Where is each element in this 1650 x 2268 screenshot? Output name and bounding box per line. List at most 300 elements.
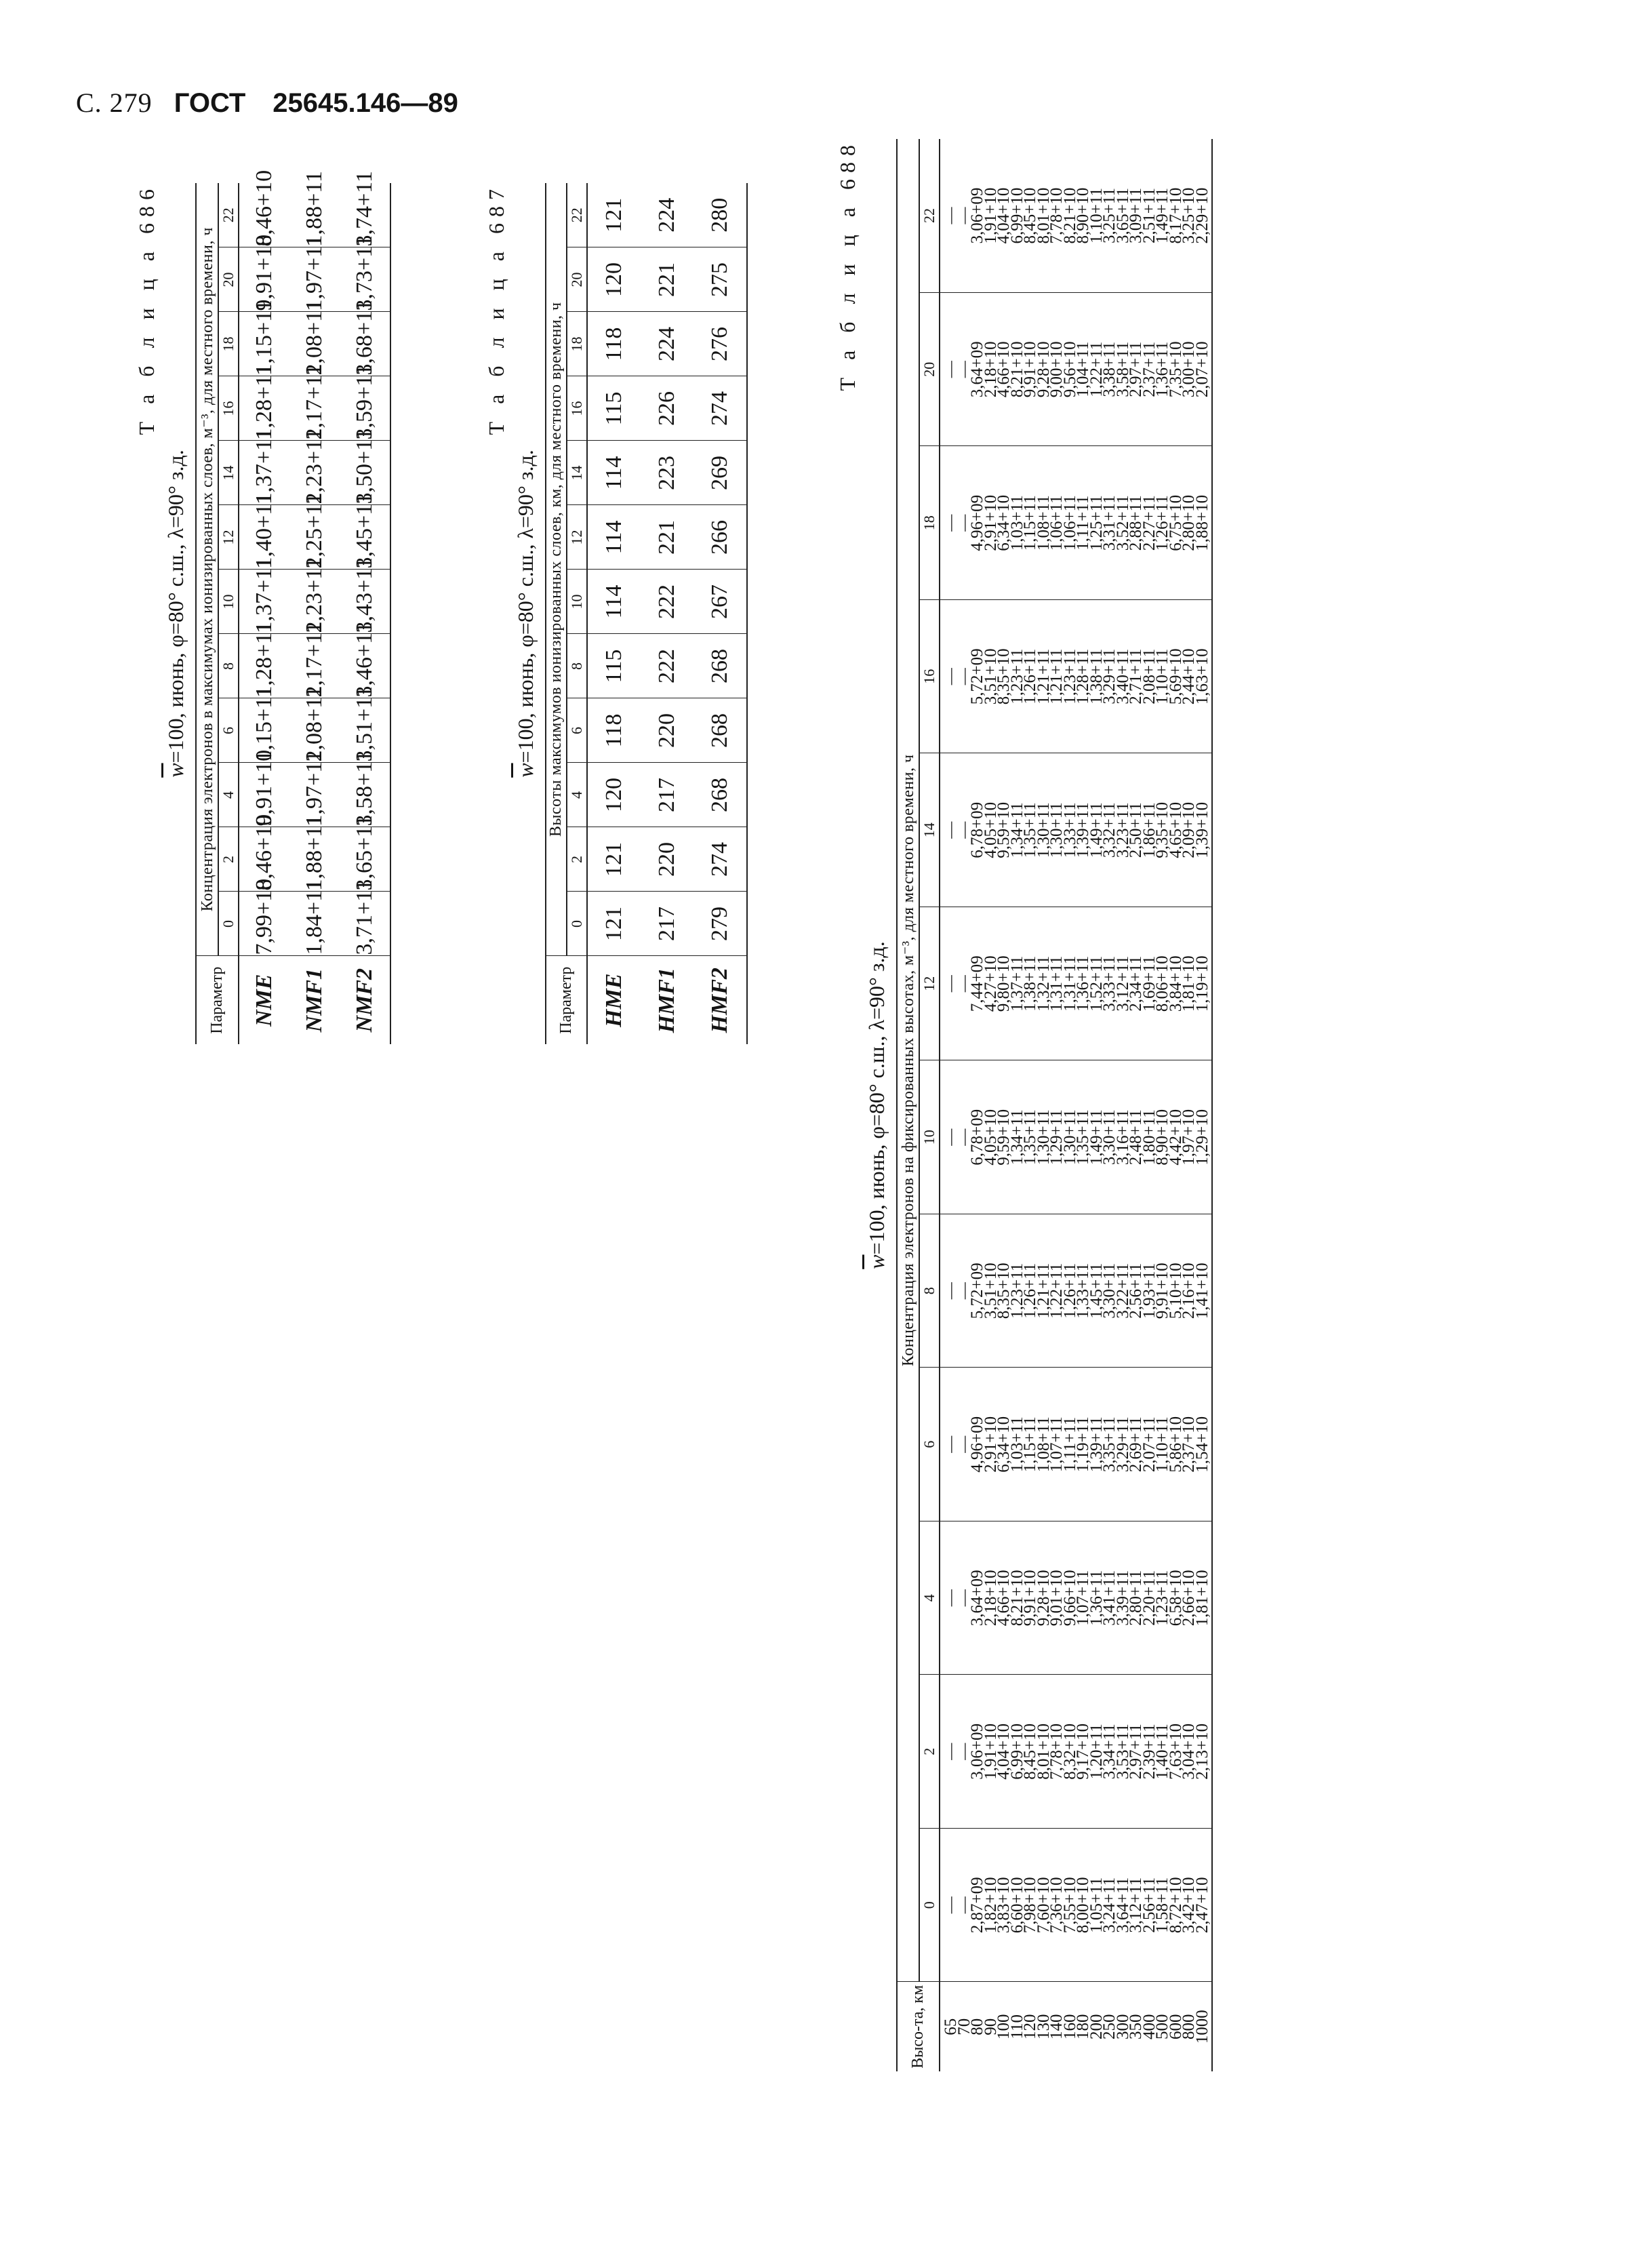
concentration-value: 9,80+10 <box>994 955 1013 1012</box>
concentration-value: — <box>954 514 973 532</box>
value-cell: 2,23+11 <box>289 570 340 634</box>
concentration-value: — <box>942 1435 960 1453</box>
concentration-value: 1,91+10 <box>981 1723 1000 1780</box>
value-cell: 2,17+11 <box>289 634 340 698</box>
hour-header-4: 4 <box>567 763 587 827</box>
concentration-value: 6,78+09 <box>968 1109 986 1166</box>
value-cell: 2,17+11 <box>289 376 340 441</box>
table-686 <box>195 170 391 1044</box>
concentration-value: 9,56+10 <box>1060 341 1079 398</box>
hour-column-4 <box>940 1521 1212 1675</box>
concentration-value: 1,88+10 <box>1192 494 1211 551</box>
concentration-value: 2,37+11 <box>1140 341 1159 397</box>
hour-header-18: 18 <box>919 446 940 600</box>
concentration-value: 1,31+11 <box>1060 955 1079 1012</box>
concentration-value: 9,91+10 <box>1153 1262 1171 1319</box>
concentration-value: 2,13+10 <box>1192 1723 1211 1780</box>
hour-header-16: 16 <box>567 376 587 441</box>
value-cell: 3,50+11 <box>340 441 390 505</box>
concentration-value: 3,30+11 <box>1100 1109 1119 1166</box>
concentration-value: 1,33+11 <box>1074 1262 1092 1319</box>
value-cell: 3,59+11 <box>340 376 390 441</box>
table-row <box>940 139 1212 2071</box>
concentration-value: 1,30+11 <box>1047 802 1066 858</box>
value-cell: 121 <box>587 892 641 956</box>
concentration-value: 6,58+10 <box>1166 1570 1185 1627</box>
concentration-value: 1,28+11 <box>1074 648 1092 704</box>
concentration-value: — <box>954 821 973 839</box>
hour-header-18: 18 <box>567 312 587 376</box>
value-cell: 7,99+10 <box>239 892 289 956</box>
table-row <box>587 183 641 1044</box>
concentration-value: 8,45+10 <box>1021 187 1039 244</box>
value-cell: 114 <box>587 570 641 634</box>
concentration-value: 3,04+10 <box>1180 1723 1198 1780</box>
concentration-value: 1,08+11 <box>1034 1416 1053 1473</box>
concentration-value: — <box>942 361 960 378</box>
concentration-value: 1,91+10 <box>981 187 1000 244</box>
concentration-value: 1,81+10 <box>1192 1570 1211 1627</box>
concentration-value: 3,64+09 <box>968 341 986 398</box>
height-value: 600 <box>1166 2014 1185 2040</box>
hour-column-8 <box>940 1214 1212 1368</box>
concentration-value: 8,35+10 <box>994 648 1013 705</box>
concentration-value: 8,06+10 <box>1153 955 1171 1012</box>
height-value: 1000 <box>1192 2010 1211 2044</box>
concentration-value: 2,37+10 <box>1180 1416 1198 1473</box>
concentration-value: 6,75+10 <box>1166 494 1185 551</box>
concentration-value: 1,93+11 <box>1140 1262 1159 1319</box>
concentration-value: 2,91+10 <box>981 1416 1000 1473</box>
concentration-value: 1,35+11 <box>1021 1109 1039 1166</box>
concentration-value: 2,09+10 <box>1180 801 1198 858</box>
table-687-caption: $\overline{w}=100$, июнь, φ=80° с.ш., λ=90° з.д. <box>513 450 538 778</box>
concentration-value: 3,33+11 <box>1100 955 1119 1012</box>
concentration-value: 8,00+10 <box>1074 1877 1092 1934</box>
value-cell: 114 <box>587 441 641 505</box>
concentration-value: 2,88+11 <box>1127 495 1145 551</box>
value-cell: 1,88+11 <box>289 183 340 247</box>
concentration-value: 3,51+10 <box>981 1262 1000 1319</box>
table-row <box>239 183 289 1044</box>
value-cell: 1,15+11 <box>239 312 289 376</box>
concentration-value: 1,82+10 <box>981 1877 1000 1934</box>
concentration-value: 8,01+10 <box>1034 1723 1053 1780</box>
value-cell: 3,45+11 <box>340 505 390 570</box>
concentration-value: — <box>942 1128 960 1146</box>
concentration-value: 2,48+11 <box>1127 1109 1145 1166</box>
value-cell: 118 <box>587 312 641 376</box>
value-cell: 121 <box>587 183 641 247</box>
concentration-value: 3,64+09 <box>968 1570 986 1627</box>
concentration-value: 3,34+11 <box>1100 1724 1119 1780</box>
concentration-value: 9,59+10 <box>994 801 1013 858</box>
value-cell: 224 <box>641 312 693 376</box>
concentration-value: 1,45+11 <box>1087 1262 1106 1319</box>
value-cell: 1,28+11 <box>239 634 289 698</box>
concentration-value: 6,34+10 <box>994 1416 1013 1473</box>
hour-header-22: 22 <box>567 183 587 247</box>
height-value: 140 <box>1047 2014 1066 2040</box>
concentration-value: 1,23+11 <box>1153 1570 1171 1626</box>
concentration-value: 1,40+11 <box>1153 1724 1171 1780</box>
height-header: Высо-та, км <box>897 1982 940 2071</box>
concentration-value: 3,84+10 <box>1166 955 1185 1012</box>
value-cell: 8,46+10 <box>239 827 289 892</box>
concentration-value: 2,97+11 <box>1127 341 1145 397</box>
concentration-value: 3,53+11 <box>1113 1724 1132 1780</box>
hour-header-6: 6 <box>919 1368 940 1521</box>
concentration-value: 4,04+10 <box>994 187 1013 244</box>
value-cell: 266 <box>693 505 747 570</box>
concentration-value: 1,29+10 <box>1192 1109 1211 1166</box>
value-cell: 224 <box>641 183 693 247</box>
value-cell: 268 <box>693 698 747 763</box>
concentration-value: 7,44+09 <box>968 955 986 1012</box>
concentration-value: 1,41+10 <box>1192 1262 1211 1319</box>
document-number: 25645.146—89 <box>273 88 458 118</box>
concentration-value: — <box>942 975 960 993</box>
concentration-value: 8,21+10 <box>1007 341 1026 398</box>
concentration-value: 1,32+11 <box>1034 955 1053 1012</box>
concentration-value: 1,10+11 <box>1153 648 1171 704</box>
table-row <box>641 183 693 1044</box>
height-value: 300 <box>1113 2014 1132 2040</box>
value-cell: 3,58+11 <box>340 763 390 827</box>
param-cell: HMF2 <box>693 956 747 1044</box>
concentration-value: 4,66+10 <box>994 1570 1013 1627</box>
value-cell: 2,23+11 <box>289 441 340 505</box>
value-cell: 269 <box>693 441 747 505</box>
concentration-value: 1,97+10 <box>1180 1109 1198 1166</box>
hour-header-10: 10 <box>567 570 587 634</box>
param-cell: NME <box>239 956 289 1044</box>
concentration-value: 2,66+10 <box>1180 1570 1198 1627</box>
concentration-value: 8,21+10 <box>1060 187 1079 244</box>
concentration-value: 3,09+11 <box>1127 188 1145 243</box>
height-value: 120 <box>1021 2014 1039 2040</box>
concentration-value: — <box>954 1282 973 1300</box>
value-cell: 1,28+11 <box>239 376 289 441</box>
standard-label: ГОСТ <box>174 88 246 118</box>
value-cell: 114 <box>587 505 641 570</box>
concentration-value: 4,05+10 <box>981 1109 1000 1166</box>
concentration-value: 8,01+10 <box>1034 187 1053 244</box>
value-cell: 9,91+10 <box>239 247 289 312</box>
concentration-value: 2,91+10 <box>981 494 1000 551</box>
table-686-caption: $\overline{w}=100$, июнь, φ=80° с.ш., λ=90° з.д. <box>163 450 188 778</box>
table-688 <box>896 139 1213 2071</box>
concentration-value: 1,38+11 <box>1021 955 1039 1012</box>
table-688-caption: $\overline{w}=100$, июнь, φ=80° с.ш., λ=90° з.д. <box>864 941 889 1269</box>
value-cell: 2,08+11 <box>289 698 340 763</box>
hour-column-6 <box>940 1368 1212 1521</box>
value-cell: 9,91+10 <box>239 763 289 827</box>
value-cell: 226 <box>641 376 693 441</box>
concentration-value: 2,07+11 <box>1140 1416 1159 1473</box>
concentration-value: 4,66+10 <box>994 341 1013 398</box>
concentration-value: 1,11+11 <box>1060 1416 1079 1472</box>
height-value: 500 <box>1153 2014 1171 2040</box>
hour-column-10 <box>940 1060 1212 1214</box>
concentration-value: 9,91+10 <box>1021 341 1039 398</box>
concentration-value: 1,26+11 <box>1153 495 1171 551</box>
concentration-value: 7,55+10 <box>1060 1877 1079 1934</box>
concentration-value: 4,42+10 <box>1166 1109 1185 1166</box>
hour-header-12: 12 <box>919 907 940 1061</box>
concentration-value: — <box>942 668 960 685</box>
hour-header-22: 22 <box>218 183 239 247</box>
value-cell: 3,73+11 <box>340 247 390 312</box>
concentration-value: 1,21+11 <box>1034 648 1053 704</box>
concentration-value: — <box>954 361 973 378</box>
hour-header-22: 22 <box>919 139 940 293</box>
concentration-value: 5,86+10 <box>1166 1416 1185 1473</box>
concentration-value: 3,16+11 <box>1113 1109 1132 1166</box>
group-header: Концентрация электронов в максимумах ионизированных слоев, м⁻³, для местного времени, ч <box>196 183 218 956</box>
hour-header-8: 8 <box>567 634 587 698</box>
concentration-value: 1,38+11 <box>1087 648 1106 704</box>
page-header <box>76 87 458 119</box>
concentration-value: 2,34+11 <box>1127 955 1145 1012</box>
concentration-value: 1,08+11 <box>1034 495 1053 551</box>
hour-column-18 <box>940 446 1212 600</box>
hour-header-20: 20 <box>919 293 940 447</box>
concentration-value: 1,03+11 <box>1007 495 1026 551</box>
concentration-value: 7,98+10 <box>1021 1877 1039 1934</box>
concentration-value: 8,35+10 <box>994 1262 1013 1319</box>
concentration-value: — <box>954 668 973 685</box>
concentration-value: — <box>942 1589 960 1607</box>
concentration-value: 3,32+11 <box>1100 802 1119 858</box>
concentration-value: 8,72+10 <box>1166 1877 1185 1934</box>
table-687 <box>545 183 748 1044</box>
concentration-value: 1,22+11 <box>1047 1262 1066 1319</box>
concentration-value: 2,07+10 <box>1192 341 1211 398</box>
value-cell: 120 <box>587 247 641 312</box>
param-cell: HME <box>587 956 641 1044</box>
concentration-value: 2,97+11 <box>1127 1724 1145 1780</box>
value-cell: 1,37+11 <box>239 441 289 505</box>
concentration-value: 9,59+10 <box>994 1109 1013 1166</box>
table-687-block <box>484 183 748 1044</box>
hour-column-14 <box>940 753 1212 907</box>
concentration-value: 2,51+11 <box>1140 188 1159 243</box>
value-cell: 274 <box>693 827 747 892</box>
value-cell: 120 <box>587 763 641 827</box>
concentration-value: 1,30+11 <box>1034 802 1053 858</box>
concentration-value: 2,80+10 <box>1180 494 1198 551</box>
concentration-value: 2,08+11 <box>1140 648 1159 704</box>
concentration-value: 9,01+10 <box>1047 1570 1066 1627</box>
concentration-value: 1,20+11 <box>1087 1724 1106 1780</box>
concentration-value: 6,78+09 <box>968 801 986 858</box>
concentration-value: 3,25+10 <box>1180 187 1198 244</box>
concentration-value: 1,10+11 <box>1153 1416 1171 1473</box>
concentration-value: 3,06+09 <box>968 187 986 244</box>
height-value: 250 <box>1100 2014 1119 2040</box>
value-cell: 1,84+11 <box>289 892 340 956</box>
concentration-value: 9,35+10 <box>1153 801 1171 858</box>
value-cell: 1,15+11 <box>239 698 289 763</box>
concentration-value: 1,33+11 <box>1060 802 1079 858</box>
concentration-value: 1,49+11 <box>1087 802 1106 858</box>
concentration-value: 1,49+11 <box>1087 1109 1106 1166</box>
param-cell: NMF1 <box>289 956 340 1044</box>
concentration-value: 3,38+11 <box>1100 341 1119 397</box>
hour-header-4: 4 <box>919 1521 940 1675</box>
value-cell: 220 <box>641 827 693 892</box>
hour-header-10: 10 <box>218 570 239 634</box>
concentration-value: 4,96+09 <box>968 494 986 551</box>
value-cell: 280 <box>693 183 747 247</box>
concentration-value: 1,36+11 <box>1074 955 1092 1012</box>
concentration-value: 1,04+11 <box>1074 341 1092 397</box>
value-cell: 268 <box>693 634 747 698</box>
concentration-value: 1,54+10 <box>1192 1416 1211 1473</box>
hour-header-20: 20 <box>567 247 587 312</box>
height-value: 180 <box>1074 2014 1092 2040</box>
hour-header-10: 10 <box>919 1060 940 1214</box>
hour-header-16: 16 <box>218 376 239 441</box>
concentration-value: 9,91+10 <box>1021 1570 1039 1627</box>
value-cell: 2,25+11 <box>289 505 340 570</box>
height-value: 80 <box>968 2018 986 2035</box>
concentration-value: 4,05+10 <box>981 801 1000 858</box>
concentration-value: 2,69+11 <box>1127 1416 1145 1473</box>
height-value: 90 <box>981 2018 1000 2035</box>
value-cell: 118 <box>587 698 641 763</box>
concentration-value: 1,86+11 <box>1140 802 1159 858</box>
value-cell: 274 <box>693 376 747 441</box>
hour-column-0 <box>940 1829 1212 1983</box>
concentration-value: 1,21+11 <box>1047 648 1066 704</box>
concentration-value: 9,28+10 <box>1034 341 1053 398</box>
concentration-value: 7,63+10 <box>1166 1723 1185 1780</box>
concentration-value: 4,65+10 <box>1166 801 1185 858</box>
concentration-value: 5,72+09 <box>968 1262 986 1319</box>
value-cell: 222 <box>641 570 693 634</box>
height-value: 350 <box>1127 2014 1145 2040</box>
value-cell: 275 <box>693 247 747 312</box>
concentration-value: 2,18+10 <box>981 1570 1000 1627</box>
concentration-value: 1,06+11 <box>1047 495 1066 551</box>
value-cell: 267 <box>693 570 747 634</box>
table-686-block <box>134 170 391 1044</box>
value-cell: 1,88+11 <box>289 827 340 892</box>
hour-header-6: 6 <box>218 698 239 763</box>
value-cell: 220 <box>641 698 693 763</box>
concentration-value: 3,31+11 <box>1100 495 1119 551</box>
concentration-value: 7,78+10 <box>1047 1723 1066 1780</box>
concentration-value: 1,19+10 <box>1192 955 1211 1012</box>
concentration-value: 1,34+11 <box>1007 802 1026 858</box>
concentration-value: 1,52+11 <box>1087 955 1106 1012</box>
hour-header-2: 2 <box>919 1675 940 1829</box>
concentration-value: 2,80+11 <box>1127 1570 1145 1626</box>
hour-header-18: 18 <box>218 312 239 376</box>
value-cell: 3,68+11 <box>340 312 390 376</box>
concentration-value: 6,99+10 <box>1007 1723 1026 1780</box>
height-value: 400 <box>1140 2014 1159 2040</box>
hour-header-14: 14 <box>218 441 239 505</box>
concentration-value: 3,23+11 <box>1113 802 1132 858</box>
value-cell: 279 <box>693 892 747 956</box>
hour-column-12 <box>940 907 1212 1061</box>
concentration-value: — <box>954 207 973 224</box>
value-cell: 276 <box>693 312 747 376</box>
group-header: Высоты максимумов ионизированных слоев, км, для местного времени, ч <box>546 183 567 956</box>
value-cell: 222 <box>641 634 693 698</box>
hour-header-14: 14 <box>919 753 940 907</box>
concentration-value: — <box>954 1589 973 1607</box>
height-value: 160 <box>1060 2014 1079 2040</box>
value-cell: 1,97+11 <box>289 763 340 827</box>
concentration-value: — <box>942 1896 960 1914</box>
hour-header-16: 16 <box>919 600 940 754</box>
concentration-value: — <box>954 1896 973 1914</box>
concentration-value: — <box>954 1743 973 1760</box>
hour-header-2: 2 <box>218 827 239 892</box>
concentration-value: 1,69+11 <box>1140 955 1159 1012</box>
concentration-value: 2,39+11 <box>1140 1724 1159 1780</box>
concentration-value: 8,32+10 <box>1060 1723 1079 1780</box>
param-cell: NMF2 <box>340 956 390 1044</box>
concentration-value: 9,00+10 <box>1047 341 1066 398</box>
group-header: Концентрация электронов на фиксированных высотах, м⁻³, для местного времени, ч <box>897 139 919 1982</box>
hour-header-4: 4 <box>218 763 239 827</box>
value-cell: 3,46+11 <box>340 634 390 698</box>
hour-header-6: 6 <box>567 698 587 763</box>
concentration-value: — <box>954 975 973 993</box>
param-header: Параметр <box>546 956 587 1044</box>
table-688-block <box>835 139 1213 2071</box>
concentration-value: 1,30+11 <box>1034 1109 1053 1166</box>
value-cell: 268 <box>693 763 747 827</box>
concentration-value: 1,03+11 <box>1007 1416 1026 1473</box>
value-cell: 217 <box>641 763 693 827</box>
param-header: Параметр <box>196 956 239 1044</box>
concentration-value: — <box>942 1743 960 1760</box>
concentration-value: 8,45+10 <box>1021 1723 1039 1780</box>
concentration-value: 1,26+11 <box>1060 1262 1079 1319</box>
concentration-value: 1,35+11 <box>1074 1109 1092 1166</box>
concentration-value: 8,90+10 <box>1074 187 1092 244</box>
concentration-value: 3,58+11 <box>1113 341 1132 397</box>
concentration-value: 3,12+11 <box>1113 955 1132 1012</box>
param-cell: HMF1 <box>641 956 693 1044</box>
concentration-value: 1,30+11 <box>1060 1109 1079 1166</box>
concentration-value: 1,07+11 <box>1047 1416 1066 1473</box>
concentration-value: — <box>942 821 960 839</box>
concentration-value: 3,64+11 <box>1113 1877 1132 1933</box>
concentration-value: 3,35+11 <box>1100 1416 1119 1473</box>
concentration-value: 7,36+10 <box>1047 1877 1066 1934</box>
height-value: 100 <box>994 2014 1013 2040</box>
concentration-value: 1,63+10 <box>1192 648 1211 705</box>
concentration-value: 1,07+11 <box>1074 1570 1092 1626</box>
table-row <box>340 183 390 1044</box>
concentration-value: 1,25+11 <box>1087 495 1106 551</box>
concentration-value: — <box>954 1128 973 1146</box>
concentration-value: 2,47+10 <box>1192 1877 1211 1934</box>
table-688-number: Т а б л и ц а 688 <box>835 139 860 391</box>
concentration-value: 7,35+10 <box>1166 341 1185 398</box>
concentration-value: 6,34+10 <box>994 494 1013 551</box>
value-cell: 3,65+11 <box>340 827 390 892</box>
height-value: 110 <box>1007 2014 1026 2040</box>
concentration-value: 1,81+10 <box>1180 955 1198 1012</box>
